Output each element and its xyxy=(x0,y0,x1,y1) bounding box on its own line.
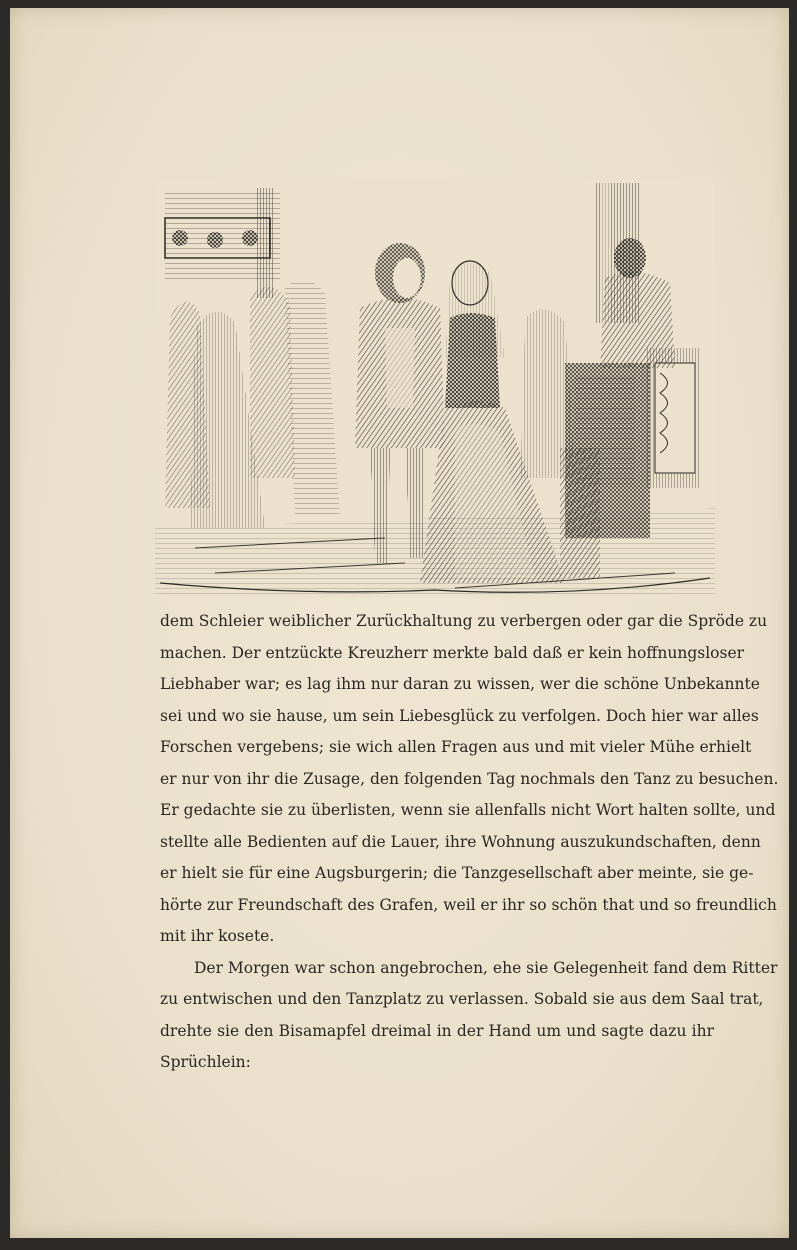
text-line: hörte zur Freundschaft des Grafen, weil er ihr so schön that und so freundlich xyxy=(160,895,777,914)
text-line: sei und wo sie hause, um sein Liebesglück zu verfolgen. Doch hier war alles xyxy=(160,706,759,725)
text-line: Der Morgen war schon angebrochen, ehe sie Gelegenheit fand dem Ritter xyxy=(194,958,778,977)
text-line: zu entwischen und den Tanzplatz zu verlassen. Sobald sie aus dem Saal trat, xyxy=(160,990,764,1008)
text-line: machen. Der entzückte Kreuzherr merkte bald daß er kein hoffnungsloser xyxy=(160,643,745,662)
text-line: dem Schleier weiblicher Zurückhaltung zu verbergen oder gar die Spröde zu xyxy=(160,612,768,630)
text-line: er nur von ihr die Zusage, den folgenden Tag nochmals den Tanz zu besuchen. xyxy=(160,769,779,788)
engraving-ballroom-scene-icon xyxy=(155,178,715,598)
text-line: mit ihr kosete. xyxy=(160,927,275,945)
text-line: Er gedachte sie zu überlisten, wenn sie allenfalls nicht Wort halten sollte, und xyxy=(160,801,776,819)
text-line: stellte alle Bedienten auf die Lauer, ihre Wohnung auszukundschaften, denn xyxy=(160,832,761,851)
text-line: er hielt sie für eine Augsburgerin; die Tanzgesellschaft aber meinte, sie ge- xyxy=(160,864,754,882)
text-line: Liebhaber war; es lag ihm nur daran zu wissen, wer die schöne Unbekannte xyxy=(160,675,760,693)
text-line: Sprüchlein: xyxy=(160,1053,251,1071)
body-text xyxy=(160,606,779,1079)
text-line: Forschen vergebens; sie wich allen Fragen aus und mit vieler Mühe erhielt xyxy=(160,738,752,756)
text-line: drehte sie den Bisamapfel dreimal in der Hand um und sagte dazu ihr xyxy=(160,1021,714,1040)
book-page xyxy=(10,8,789,1238)
